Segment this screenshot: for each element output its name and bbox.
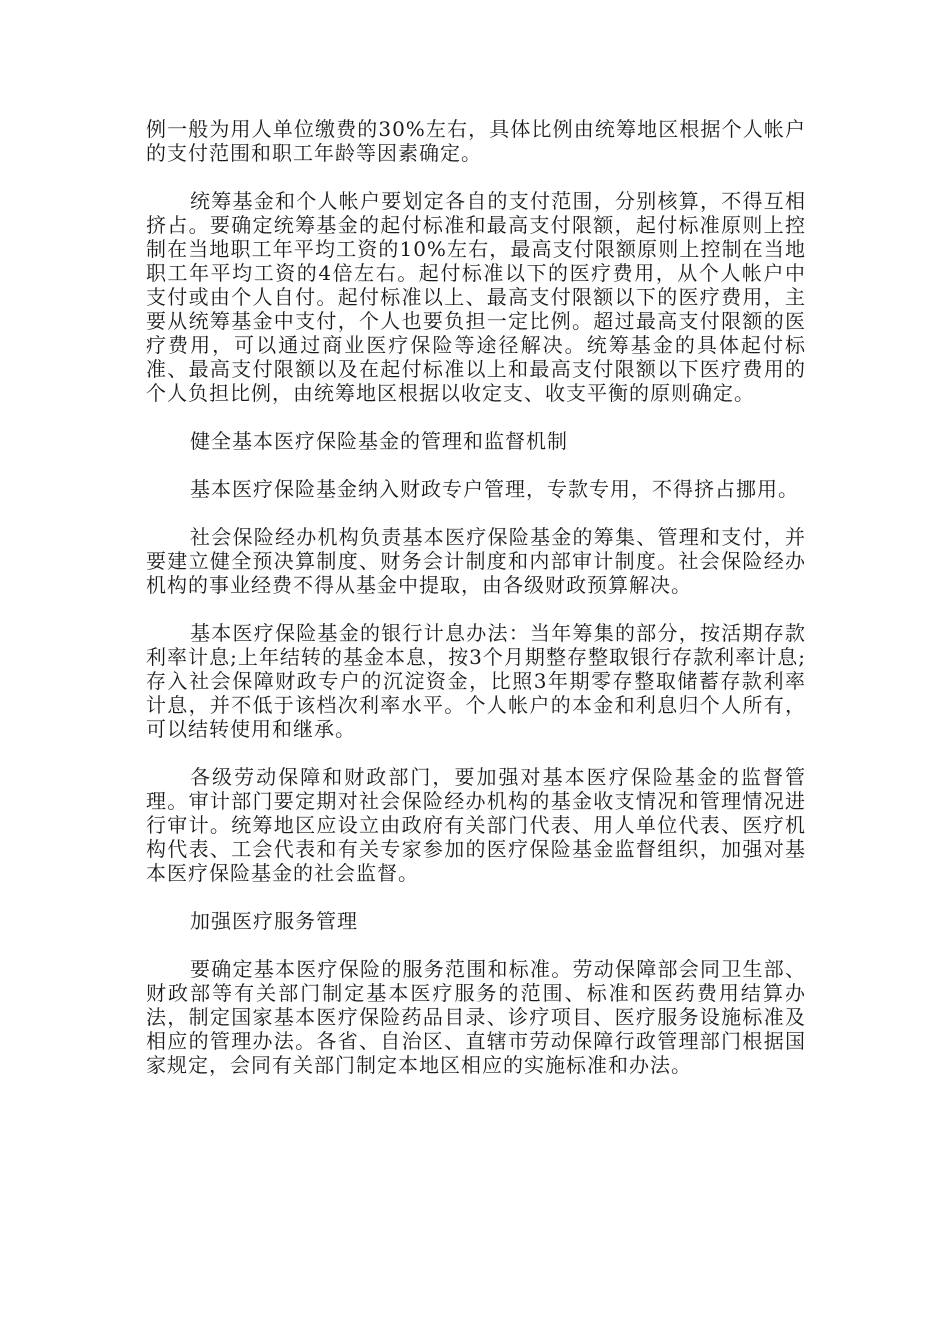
section-heading-fund-management: 健全基本医疗保险基金的管理和监督机制 [190, 429, 568, 453]
document-body [146, 117, 806, 1101]
paragraph-continuation: 例一般为用人单位缴费的30%左右，具体比例由统筹地区根据个人帐户的支付范围和职工年龄等因素确定。 [146, 117, 806, 165]
paragraph-agency-duties: 社会保险经办机构负责基本医疗保险基金的筹集、管理和支付，并要建立健全预决算制度、财务会计制度和内部审计制度。社会保险经办机构的事业经费不得从基金中提取，由各级财政预算解决。 [146, 525, 806, 597]
paragraph-fund-scope: 统筹基金和个人帐户要划定各自的支付范围，分别核算，不得互相挤占。要确定统筹基金的起付标准和最高支付限额，起付标准原则上控制在当地职工年平均工资的10%左右，最高支付限额原则上控制在当地职工年平均工资的4倍左右。起付标准以下的医疗费用，从个人帐户中支付或由个人自付。起付标准以上、最高支付限额以下的医疗费用，主要从统筹基金中支付，个人也要负担一定比例。超过最高支付限额的医疗费用，可以通过商业医疗保险等途径解决。统筹基金的具体起付标准、最高支付限额以及在起付标准以上和最高支付限额以下医疗费用的个人负担比例，由统筹地区根据以收定支、收支平衡的原则确定。 [146, 189, 806, 405]
paragraph-supervision: 各级劳动保障和财政部门，要加强对基本医疗保险基金的监督管理。审计部门要定期对社会保险经办机构的基金收支情况和管理情况进行审计。统筹地区应设立由政府有关部门代表、用人单位代表、医疗机构代表、工会代表和有关专家参加的医疗保险基金监督组织，加强对基本医疗保险基金的社会监督。 [146, 765, 806, 885]
paragraph-special-account: 基本医疗保险基金纳入财政专户管理，专款专用，不得挤占挪用。 [190, 477, 799, 501]
section-heading-service-management: 加强医疗服务管理 [190, 909, 358, 933]
paragraph-service-scope: 要确定基本医疗保险的服务范围和标准。劳动保障部会同卫生部、财政部等有关部门制定基本医疗服务的范围、标准和医药费用结算办法，制定国家基本医疗保险药品目录、诊疗项目、医疗服务设施标准及相应的管理办法。各省、自治区、直辖市劳动保障行政管理部门根据国家规定，会同有关部门制定本地区相应的实施标准和办法。 [146, 957, 806, 1077]
paragraph-interest-method: 基本医疗保险基金的银行计息办法：当年筹集的部分，按活期存款利率计息;上年结转的基金本息，按3个月期整存整取银行存款利率计息;存入社会保障财政专户的沉淀资金，比照3年期零存整取储蓄存款利率计息，并不低于该档次利率水平。个人帐户的本金和利息归个人所有，可以结转使用和继承。 [146, 621, 806, 741]
